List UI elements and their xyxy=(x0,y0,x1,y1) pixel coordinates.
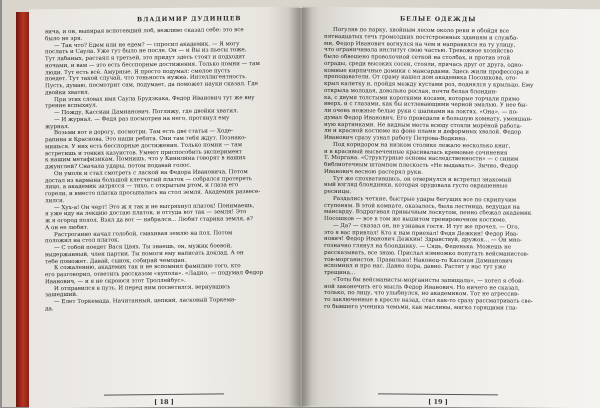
text-line: крыл калитку и, пройдя между кустами роз, поднялся у крыльцо. Ему xyxy=(324,80,534,89)
text-line: — Хух-а! Он черт! Это ж я так и не вытряхнул платок! Понимаешь, xyxy=(54,202,255,211)
text-line: тренне вспыхнул. xyxy=(45,102,98,110)
text-line: я уже иду на лекцию достаю платок, и оттуда вот так — земля! Это xyxy=(45,209,247,218)
text-line: встретишь и тонких казуистов. Умеют приспособить эксперимент xyxy=(45,148,242,157)
text-line: — Так что? Едем или не едем? — спросил академик. — Я могу xyxy=(54,40,240,49)
text-line: думал Федор Иванович. Его проведали в большую комнату, уменшан- xyxy=(324,114,533,123)
text-line: Возьми вот в дорогу, посмотри. Там есть две статьи — Ходе- xyxy=(54,128,234,137)
text-line: При этих словах имя Саула Брудзкака, Федор Иванович тут же вну xyxy=(54,94,255,103)
open-book xyxy=(2,0,600,407)
text-line: Тут же спохватившись, он отвернулся и встретил знакомый xyxy=(333,175,512,184)
text-line: ной законечить его мысль Федор Иванович. Но ничего не сказал, xyxy=(324,283,520,292)
text-line: Пусть, думаю, посмотрит сам, подумает, да поможет науки сказал. Где xyxy=(45,81,258,90)
text-line: горели, и вместо платка просыпалась на стол земля. Академик развесе- xyxy=(45,188,261,198)
right-page-text xyxy=(324,27,574,313)
text-line: преподаватели. От сраму нашел дом академика Посошкова, ото- xyxy=(324,74,518,82)
text-line: ступеням. В этой комнате, оказалось, была лестница, ведущая на xyxy=(324,202,520,211)
text-line: ресницы. xyxy=(324,188,352,196)
text-line: вверх, и с глазами, как бы истлевающими черной эмалью. У нее бы- xyxy=(324,101,528,109)
text-line: нович! Федор Иванович Дежкин! Здравствуй, дружок... — Он мно- xyxy=(324,236,522,244)
text-line: Раздались четкие, быстрые удары бегущих все по скрипучим xyxy=(333,195,517,204)
text-line: журнал. xyxy=(45,123,70,130)
text-line: — И журнал. — Федя раз посмотрев на него, протянул ему xyxy=(54,115,230,123)
text-line: пятнадцатых течь громоздких постстроенных зданиям и служба- xyxy=(324,33,519,42)
left-page-text xyxy=(45,27,289,313)
text-line: его разговорил, ответить рассказом «купола». «Ладно, — подумал Федор xyxy=(45,269,264,279)
text-line: ж я огород полол. Взял да вот — набрался... Любит старика земля, а? xyxy=(45,216,253,225)
text-line: вспомнил и про нас. Давно пора, давно. Растят у нас тут уже xyxy=(324,263,507,271)
text-line: послать и Саула. Уже тут было не после. Он — и Вы из пьесы тоже, xyxy=(45,47,247,56)
text-line: И отправился в путь. И перед ним посветился, вернувшись xyxy=(54,283,231,292)
text-line: Под коридором на низком столике лежало несколько книг, xyxy=(333,141,511,150)
text-line: комные кирпичные домики с мансардами. Здесь жили профессора и xyxy=(324,67,529,76)
text-line: ный взгляд блондинки, которая орудовала густо окрашенные xyxy=(324,182,508,190)
text-line: Иванович весною растерял руки. xyxy=(324,168,423,176)
text-line: достал из кармана большой клетчатый платок — собрался протереть xyxy=(45,175,252,184)
text-line: ми, Федор Иванович вогнулся на чем и направился на ту улицу, xyxy=(324,40,516,49)
right-footer-rule xyxy=(378,393,498,395)
text-line: Посошков — все в том же вышитом тренировочном костюме. xyxy=(324,215,507,224)
text-line: мишься. У них есть бесспорные достижения. Только помни — там xyxy=(45,141,242,151)
text-line: Он умолк и стал смотреть с лаской на Федора Ивановича. Потом xyxy=(54,168,248,177)
text-line: ли и красной костюме на фоне пламя и деформных хвалой. Федор xyxy=(324,128,522,136)
right-page xyxy=(302,7,600,408)
text-line: выдержанный, член партии. Ты помоги ему написать доклад. А он xyxy=(45,249,244,259)
left-page-number: [ 18 ] xyxy=(154,397,174,407)
right-page-number: [ 19 ] xyxy=(428,397,448,406)
text-line: положил на стол платок. xyxy=(45,237,120,245)
text-line: го бывшего ученика чемьми, как маслины, мягко горящими гла- xyxy=(324,303,518,312)
text-line: открыла молодая, довольно рослая, почти белая блондин- xyxy=(324,87,498,96)
text-line: лицо, а академик затрясся — тихо, с открытым ртом, и глаза его xyxy=(45,182,239,191)
text-line: тов-морганистов. Правильно! Наконец-то Кассиан Дамианович xyxy=(324,256,513,265)
text-line: и в красивый высвеченные красивалась кремовые сочинения xyxy=(324,148,508,156)
text-line: трещина... xyxy=(324,269,356,277)
text-line: гозначно глянул на блондинку. — Сядь, Феденька. Можешь не xyxy=(324,242,512,251)
text-line: только, по лицу, что улыбнулся, но академиком. Тот не агрессив- xyxy=(324,290,520,298)
text-line: ную картинками. Не видным места всюду стояли морёной работа- xyxy=(324,121,522,130)
text-line: было не зря. xyxy=(45,35,83,43)
text-line: к нашим метафизикам. Помнишь, что у Кинилина говорят в наших xyxy=(45,155,246,164)
left-footer-rule xyxy=(104,393,224,395)
text-line: — Да? — сказал он, не узнавая гостя. И тут же прочел. — Ого, xyxy=(333,222,520,231)
text-line: рапина и Краснова. Это наши ребята. Они там тебя ждут. Познако- xyxy=(45,135,247,144)
text-line: Т. Моргана. «Структурные основы наследственности» — с синим xyxy=(324,155,519,163)
text-line: «Тоты бы вейсманисты-морганисты запищала», — хотел я сбой- xyxy=(333,276,524,285)
text-line: двойки хватил. xyxy=(45,89,90,97)
text-line: — С тобой поедет Вася Цвях. Ты знаешь, он, мужик боевой, xyxy=(54,243,233,252)
book-cover-spine xyxy=(16,12,30,407)
text-line: ли очень нежные белые руки с шапками на локтях. «Она», — по- xyxy=(324,107,518,116)
text-line: это я вас привлал! Кто к нам приехал! Федя Дежкин! Федор Ива- xyxy=(324,229,519,238)
text-line: что ограничивала институт свою частью. Тревожное хозяйство xyxy=(324,47,513,55)
text-line: ограды, среди высоких сосен, стояли, прячась друг от друга, одно- xyxy=(324,60,524,69)
text-line: ка, с двумя толстыми короткими косами, которые торчали прямо xyxy=(324,94,520,103)
text-line: было обвешено проволочной сеткой на столбах, и против этой xyxy=(324,53,511,62)
text-line: А он ее любит. xyxy=(45,224,89,232)
text-line: — Елет Торкемада. Начитанный, цепкий, ласковый Торкема- xyxy=(54,297,237,306)
text-line: Иванович, — и я не скроюся этот Троллейбус». xyxy=(45,277,186,286)
text-line: Иванович сразу узнал работу Петрова-Водкина. xyxy=(324,134,468,143)
text-line: поедет. Тут такой случай, что тоньность нужна. Интеллигентность. xyxy=(45,74,247,83)
text-line: да. xyxy=(45,305,54,313)
text-line: Тут лабаных, растаял я третьей, это придут здесь стоят и подходят xyxy=(45,54,246,63)
left-page xyxy=(29,7,300,408)
text-line: библиотечным штампом плескость «Не выдавать». Зычно, Федор xyxy=(324,161,519,170)
text-line: вича, и он, выпирая вспотевший лоб, вежливо сказал себе: это все xyxy=(45,27,244,36)
text-line: рассказывать, все знаю. Прислал нэмножко попугать вейсманистов- xyxy=(324,249,529,258)
right-running-header: БЕЛЫЕ ОДЕЖДЫ xyxy=(400,15,477,24)
text-line: ночами, и вам — это есть бесспорные достижения. Только помни — там xyxy=(45,60,260,70)
left-running-header: ВЛАДИМИР ДУДИНЦЕВ xyxy=(137,15,242,24)
text-line: мансарду. Вздрагивая привычным лоскутом, пенно сбежал академик xyxy=(324,209,532,217)
text-line: тебе поможет. Давай, сынок, собирай чемодан. xyxy=(45,257,187,265)
text-line: — Пожду, Кассиан Дамианович. Погляжу, где двойки хватил. xyxy=(54,108,239,117)
text-line: джунглей? Сначала удары, потом подавай голос. xyxy=(45,162,192,171)
text-line: К сожалению, академик так и не вспомнил фамилию того, кто xyxy=(54,263,241,272)
text-line: Погуляв по парку, хвойным лесом около реки и обойдя все xyxy=(333,26,510,35)
text-line: лился. xyxy=(45,197,65,205)
text-line: люди. Тут есть всё. Амурные. Я просто подумал: смелое пусть xyxy=(45,67,231,76)
text-line: зашедший. xyxy=(45,292,78,299)
text-line: Растроганно начал голобой, смахивая землю на пол. Потом xyxy=(54,229,233,238)
text-line: то заключенные в кресле назад, стал как-то сразу рассматривать све- xyxy=(324,296,533,305)
